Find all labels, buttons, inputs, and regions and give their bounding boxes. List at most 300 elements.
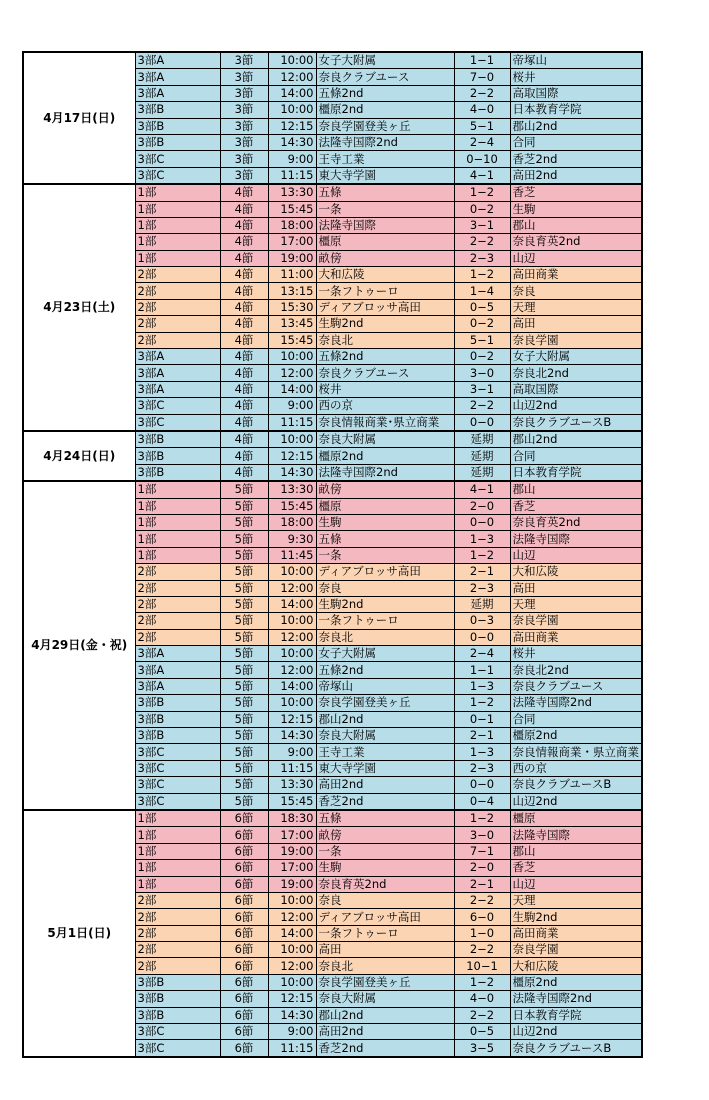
kickoff-time-cell: 11:15: [268, 760, 316, 776]
round-cell: 6節: [220, 860, 268, 876]
home-team-cell: 女子大附属: [316, 646, 454, 662]
away-team-cell: 日本教育学院: [510, 464, 642, 481]
away-team-cell: 高取国際: [510, 85, 642, 101]
kickoff-time-cell: 12:15: [268, 991, 316, 1007]
score-cell: 2−0: [454, 860, 510, 876]
away-team-cell: 郡山2nd: [510, 431, 642, 448]
away-team-cell: 山辺2nd: [510, 398, 642, 414]
score-cell: 3−1: [454, 381, 510, 397]
round-cell: 5節: [220, 646, 268, 662]
score-cell: 0−2: [454, 349, 510, 365]
home-team-cell: 生駒: [316, 860, 454, 876]
home-team-cell: 一条: [316, 201, 454, 217]
division-cell: 1部: [135, 514, 220, 530]
division-cell: 2部: [135, 925, 220, 941]
home-team-cell: 五條: [316, 810, 454, 827]
score-cell: 2−1: [454, 876, 510, 892]
round-cell: 4節: [220, 217, 268, 233]
away-team-cell: 郡山: [510, 481, 642, 498]
round-cell: 5節: [220, 728, 268, 744]
home-team-cell: 橿原: [316, 234, 454, 250]
kickoff-time-cell: 12:00: [268, 909, 316, 925]
kickoff-time-cell: 13:30: [268, 777, 316, 793]
round-cell: 5節: [220, 613, 268, 629]
match-date-cell: 4月17日(日): [23, 52, 135, 184]
home-team-cell: 法隆寺国際2nd: [316, 134, 454, 150]
division-cell: 1部: [135, 201, 220, 217]
division-cell: 3部A: [135, 365, 220, 381]
away-team-cell: 橿原2nd: [510, 728, 642, 744]
division-cell: 2部: [135, 629, 220, 645]
kickoff-time-cell: 11:45: [268, 547, 316, 563]
round-cell: 4節: [220, 448, 268, 464]
away-team-cell: 高取国際: [510, 381, 642, 397]
home-team-cell: 大和広陵: [316, 267, 454, 283]
away-team-cell: 橿原: [510, 810, 642, 827]
division-cell: 1部: [135, 827, 220, 843]
kickoff-time-cell: 14:00: [268, 85, 316, 101]
division-cell: 3部C: [135, 760, 220, 776]
home-team-cell: 高田: [316, 942, 454, 958]
home-team-cell: ディアブロッサ高田: [316, 909, 454, 925]
score-cell: 0−2: [454, 201, 510, 217]
score-cell: 2−2: [454, 1007, 510, 1023]
home-team-cell: 女子大附属: [316, 52, 454, 69]
kickoff-time-cell: 10:00: [268, 52, 316, 69]
home-team-cell: 東大寺学園: [316, 760, 454, 776]
kickoff-time-cell: 10:00: [268, 349, 316, 365]
home-team-cell: 高田2nd: [316, 1024, 454, 1040]
kickoff-time-cell: 10:00: [268, 431, 316, 448]
score-cell: 5−1: [454, 118, 510, 134]
score-cell: 1−4: [454, 283, 510, 299]
division-cell: 3部A: [135, 349, 220, 365]
away-team-cell: 山辺2nd: [510, 793, 642, 810]
score-cell: 1−2: [454, 267, 510, 283]
score-cell: 0−0: [454, 629, 510, 645]
kickoff-time-cell: 17:00: [268, 827, 316, 843]
away-team-cell: 日本教育学院: [510, 1007, 642, 1023]
division-cell: 3部B: [135, 991, 220, 1007]
away-team-cell: 高田商業: [510, 267, 642, 283]
score-cell: 0−0: [454, 777, 510, 793]
division-cell: 3部A: [135, 85, 220, 101]
round-cell: 5節: [220, 531, 268, 547]
division-cell: 2部: [135, 283, 220, 299]
home-team-cell: 奈良情報商業･県立商業: [316, 414, 454, 431]
away-team-cell: 奈良クラブユースB: [510, 1040, 642, 1057]
home-team-cell: 一条: [316, 843, 454, 859]
away-team-cell: 郡山2nd: [510, 118, 642, 134]
kickoff-time-cell: 19:00: [268, 876, 316, 892]
kickoff-time-cell: 15:45: [268, 201, 316, 217]
division-cell: 2部: [135, 299, 220, 315]
score-cell: 4−1: [454, 167, 510, 184]
match-date-cell: 5月1日(日): [23, 810, 135, 1057]
division-cell: 2部: [135, 267, 220, 283]
away-team-cell: 日本教育学院: [510, 102, 642, 118]
away-team-cell: 奈良クラブユースB: [510, 777, 642, 793]
home-team-cell: 王寺工業: [316, 744, 454, 760]
score-cell: 10−1: [454, 958, 510, 974]
home-team-cell: 奈良大附属: [316, 431, 454, 448]
kickoff-time-cell: 10:00: [268, 974, 316, 990]
score-cell: 2−2: [454, 85, 510, 101]
home-team-cell: 橿原2nd: [316, 448, 454, 464]
round-cell: 6節: [220, 1040, 268, 1057]
division-cell: 2部: [135, 958, 220, 974]
round-cell: 3節: [220, 52, 268, 69]
kickoff-time-cell: 12:00: [268, 69, 316, 85]
round-cell: 4節: [220, 381, 268, 397]
away-team-cell: 山辺2nd: [510, 1024, 642, 1040]
home-team-cell: 高田2nd: [316, 777, 454, 793]
kickoff-time-cell: 14:30: [268, 1007, 316, 1023]
home-team-cell: 郡山2nd: [316, 711, 454, 727]
kickoff-time-cell: 14:00: [268, 925, 316, 941]
away-team-cell: 高田2nd: [510, 167, 642, 184]
home-team-cell: 奈良北: [316, 958, 454, 974]
score-cell: 0−5: [454, 299, 510, 315]
division-cell: 1部: [135, 250, 220, 266]
division-cell: 2部: [135, 942, 220, 958]
kickoff-time-cell: 12:15: [268, 711, 316, 727]
score-cell: 1−0: [454, 925, 510, 941]
score-cell: 延期: [454, 431, 510, 448]
away-team-cell: 女子大附属: [510, 349, 642, 365]
score-cell: 2−2: [454, 892, 510, 908]
away-team-cell: 合同: [510, 711, 642, 727]
away-team-cell: 大和広陵: [510, 564, 642, 580]
division-cell: 3部C: [135, 777, 220, 793]
score-cell: 2−4: [454, 134, 510, 150]
division-cell: 3部C: [135, 151, 220, 167]
division-cell: 2部: [135, 892, 220, 908]
home-team-cell: 五條2nd: [316, 85, 454, 101]
home-team-cell: 奈良クラブユース: [316, 365, 454, 381]
division-cell: 3部B: [135, 118, 220, 134]
match-row: [23, 52, 642, 69]
score-cell: 3−0: [454, 365, 510, 381]
home-team-cell: 郡山2nd: [316, 1007, 454, 1023]
kickoff-time-cell: 10:00: [268, 564, 316, 580]
away-team-cell: 奈良育英2nd: [510, 234, 642, 250]
kickoff-time-cell: 13:45: [268, 316, 316, 332]
away-team-cell: 香芝: [510, 184, 642, 201]
score-cell: 1−2: [454, 810, 510, 827]
home-team-cell: 奈良大附属: [316, 728, 454, 744]
home-team-cell: 畝傍: [316, 481, 454, 498]
round-cell: 4節: [220, 250, 268, 266]
round-cell: 4節: [220, 299, 268, 315]
score-cell: 0−4: [454, 793, 510, 810]
away-team-cell: 法隆寺国際: [510, 827, 642, 843]
away-team-cell: 天理: [510, 299, 642, 315]
home-team-cell: 生駒2nd: [316, 316, 454, 332]
score-cell: 2−1: [454, 564, 510, 580]
away-team-cell: 合同: [510, 134, 642, 150]
away-team-cell: 帝塚山: [510, 52, 642, 69]
round-cell: 4節: [220, 398, 268, 414]
score-cell: 7−1: [454, 843, 510, 859]
division-cell: 1部: [135, 843, 220, 859]
home-team-cell: 奈良: [316, 580, 454, 596]
home-team-cell: 奈良北: [316, 332, 454, 348]
round-cell: 5節: [220, 662, 268, 678]
round-cell: 4節: [220, 464, 268, 481]
division-cell: 3部B: [135, 711, 220, 727]
score-cell: 2−3: [454, 250, 510, 266]
away-team-cell: 法隆寺国際2nd: [510, 695, 642, 711]
score-cell: 7−0: [454, 69, 510, 85]
away-team-cell: 郡山: [510, 217, 642, 233]
kickoff-time-cell: 9:00: [268, 744, 316, 760]
away-team-cell: 橿原2nd: [510, 974, 642, 990]
home-team-cell: 生駒2nd: [316, 596, 454, 612]
away-team-cell: 高田商業: [510, 629, 642, 645]
division-cell: 1部: [135, 876, 220, 892]
score-cell: 3−5: [454, 1040, 510, 1057]
score-cell: 2−2: [454, 942, 510, 958]
division-cell: 3部B: [135, 695, 220, 711]
away-team-cell: 天理: [510, 596, 642, 612]
round-cell: 5節: [220, 744, 268, 760]
away-team-cell: 法隆寺国際: [510, 531, 642, 547]
score-cell: 1−2: [454, 547, 510, 563]
kickoff-time-cell: 10:00: [268, 695, 316, 711]
kickoff-time-cell: 15:45: [268, 498, 316, 514]
division-cell: 2部: [135, 564, 220, 580]
home-team-cell: 奈良北: [316, 629, 454, 645]
round-cell: 5節: [220, 793, 268, 810]
kickoff-time-cell: 15:30: [268, 299, 316, 315]
score-cell: 1−2: [454, 974, 510, 990]
kickoff-time-cell: 14:30: [268, 728, 316, 744]
kickoff-time-cell: 9:00: [268, 1024, 316, 1040]
round-cell: 3節: [220, 134, 268, 150]
division-cell: 3部B: [135, 1007, 220, 1023]
round-cell: 4節: [220, 267, 268, 283]
round-cell: 3節: [220, 151, 268, 167]
away-team-cell: 高田: [510, 580, 642, 596]
away-team-cell: 桜井: [510, 646, 642, 662]
home-team-cell: 五條: [316, 184, 454, 201]
round-cell: 3節: [220, 102, 268, 118]
score-cell: 3−1: [454, 217, 510, 233]
round-cell: 6節: [220, 827, 268, 843]
round-cell: 6節: [220, 843, 268, 859]
round-cell: 6節: [220, 876, 268, 892]
away-team-cell: 奈良学園: [510, 332, 642, 348]
kickoff-time-cell: 13:15: [268, 283, 316, 299]
division-cell: 2部: [135, 909, 220, 925]
round-cell: 4節: [220, 349, 268, 365]
kickoff-time-cell: 18:00: [268, 217, 316, 233]
away-team-cell: 大和広陵: [510, 958, 642, 974]
score-cell: 2−3: [454, 580, 510, 596]
kickoff-time-cell: 18:00: [268, 514, 316, 530]
score-cell: 0−5: [454, 1024, 510, 1040]
kickoff-time-cell: 12:00: [268, 629, 316, 645]
match-date-cell: 4月23日(土): [23, 184, 135, 431]
round-cell: 6節: [220, 892, 268, 908]
division-cell: 3部B: [135, 464, 220, 481]
kickoff-time-cell: 12:00: [268, 580, 316, 596]
round-cell: 6節: [220, 909, 268, 925]
round-cell: 5節: [220, 596, 268, 612]
kickoff-time-cell: 19:00: [268, 250, 316, 266]
round-cell: 6節: [220, 810, 268, 827]
kickoff-time-cell: 17:00: [268, 234, 316, 250]
division-cell: 3部C: [135, 1040, 220, 1057]
away-team-cell: 奈良クラブユースB: [510, 414, 642, 431]
division-cell: 2部: [135, 316, 220, 332]
kickoff-time-cell: 14:00: [268, 596, 316, 612]
kickoff-time-cell: 9:00: [268, 151, 316, 167]
home-team-cell: 奈良: [316, 892, 454, 908]
away-team-cell: 奈良学園: [510, 942, 642, 958]
kickoff-time-cell: 10:00: [268, 942, 316, 958]
home-team-cell: 法隆寺国際: [316, 217, 454, 233]
round-cell: 5節: [220, 678, 268, 694]
round-cell: 3節: [220, 167, 268, 184]
home-team-cell: 畝傍: [316, 250, 454, 266]
home-team-cell: 橿原: [316, 498, 454, 514]
home-team-cell: 奈良学園登美ヶ丘: [316, 695, 454, 711]
away-team-cell: 生駒: [510, 201, 642, 217]
score-cell: 2−3: [454, 760, 510, 776]
away-team-cell: 桜井: [510, 69, 642, 85]
round-cell: 4節: [220, 414, 268, 431]
division-cell: 3部B: [135, 431, 220, 448]
home-team-cell: 帝塚山: [316, 678, 454, 694]
match-row: [23, 431, 642, 448]
kickoff-time-cell: 15:45: [268, 793, 316, 810]
kickoff-time-cell: 17:00: [268, 860, 316, 876]
division-cell: 3部C: [135, 744, 220, 760]
home-team-cell: 五條: [316, 531, 454, 547]
division-cell: 1部: [135, 860, 220, 876]
kickoff-time-cell: 12:00: [268, 958, 316, 974]
division-cell: 2部: [135, 596, 220, 612]
kickoff-time-cell: 14:30: [268, 134, 316, 150]
kickoff-time-cell: 11:15: [268, 167, 316, 184]
kickoff-time-cell: 10:00: [268, 613, 316, 629]
home-team-cell: 一条: [316, 547, 454, 563]
away-team-cell: 合同: [510, 448, 642, 464]
home-team-cell: 法隆寺国際2nd: [316, 464, 454, 481]
score-cell: 1−3: [454, 678, 510, 694]
score-cell: 2−4: [454, 646, 510, 662]
home-team-cell: 橿原2nd: [316, 102, 454, 118]
away-team-cell: 法隆寺国際2nd: [510, 991, 642, 1007]
kickoff-time-cell: 10:00: [268, 646, 316, 662]
round-cell: 6節: [220, 925, 268, 941]
division-cell: 3部C: [135, 414, 220, 431]
score-cell: 1−1: [454, 52, 510, 69]
home-team-cell: 王寺工業: [316, 151, 454, 167]
kickoff-time-cell: 9:00: [268, 398, 316, 414]
kickoff-time-cell: 15:45: [268, 332, 316, 348]
home-team-cell: 一条フトゥーロ: [316, 283, 454, 299]
away-team-cell: 香芝2nd: [510, 151, 642, 167]
score-cell: 2−0: [454, 498, 510, 514]
round-cell: 5節: [220, 564, 268, 580]
round-cell: 3節: [220, 118, 268, 134]
score-cell: 4−1: [454, 481, 510, 498]
kickoff-time-cell: 12:00: [268, 662, 316, 678]
away-team-cell: 奈良情報商業・県立商業: [510, 744, 642, 760]
score-cell: 0−1: [454, 711, 510, 727]
round-cell: 4節: [220, 234, 268, 250]
kickoff-time-cell: 13:30: [268, 184, 316, 201]
kickoff-time-cell: 11:15: [268, 1040, 316, 1057]
score-cell: 0−3: [454, 613, 510, 629]
round-cell: 4節: [220, 201, 268, 217]
match-row: [23, 184, 642, 201]
score-cell: 0−10: [454, 151, 510, 167]
round-cell: 5節: [220, 711, 268, 727]
match-date-cell: 4月24日(日): [23, 431, 135, 481]
kickoff-time-cell: 13:30: [268, 481, 316, 498]
round-cell: 4節: [220, 316, 268, 332]
home-team-cell: 奈良クラブユース: [316, 69, 454, 85]
schedule-table: [22, 51, 643, 1058]
away-team-cell: 山辺: [510, 876, 642, 892]
division-cell: 3部B: [135, 134, 220, 150]
score-cell: 1−3: [454, 744, 510, 760]
away-team-cell: 奈良学園: [510, 613, 642, 629]
home-team-cell: 香芝2nd: [316, 793, 454, 810]
home-team-cell: 奈良大附属: [316, 991, 454, 1007]
division-cell: 3部C: [135, 167, 220, 184]
division-cell: 3部C: [135, 398, 220, 414]
kickoff-time-cell: 14:30: [268, 464, 316, 481]
away-team-cell: 高田: [510, 316, 642, 332]
kickoff-time-cell: 10:00: [268, 892, 316, 908]
round-cell: 5節: [220, 760, 268, 776]
division-cell: 3部C: [135, 793, 220, 810]
division-cell: 1部: [135, 234, 220, 250]
away-team-cell: 奈良北2nd: [510, 365, 642, 381]
division-cell: 2部: [135, 580, 220, 596]
round-cell: 4節: [220, 283, 268, 299]
kickoff-time-cell: 9:30: [268, 531, 316, 547]
score-cell: 延期: [454, 464, 510, 481]
round-cell: 5節: [220, 547, 268, 563]
round-cell: 5節: [220, 695, 268, 711]
home-team-cell: 香芝2nd: [316, 1040, 454, 1057]
home-team-cell: ディアブロッサ高田: [316, 299, 454, 315]
round-cell: 3節: [220, 85, 268, 101]
division-cell: 3部A: [135, 678, 220, 694]
division-cell: 1部: [135, 547, 220, 563]
home-team-cell: 五條2nd: [316, 662, 454, 678]
kickoff-time-cell: 19:00: [268, 843, 316, 859]
away-team-cell: 香芝: [510, 498, 642, 514]
kickoff-time-cell: 11:15: [268, 414, 316, 431]
away-team-cell: 奈良: [510, 283, 642, 299]
round-cell: 4節: [220, 332, 268, 348]
score-cell: 0−2: [454, 316, 510, 332]
score-cell: 延期: [454, 596, 510, 612]
match-date-cell: 4月29日(金・祝): [23, 481, 135, 810]
home-team-cell: 生駒: [316, 514, 454, 530]
kickoff-time-cell: 10:00: [268, 102, 316, 118]
round-cell: 3節: [220, 69, 268, 85]
round-cell: 6節: [220, 991, 268, 1007]
home-team-cell: 東大寺学園: [316, 167, 454, 184]
